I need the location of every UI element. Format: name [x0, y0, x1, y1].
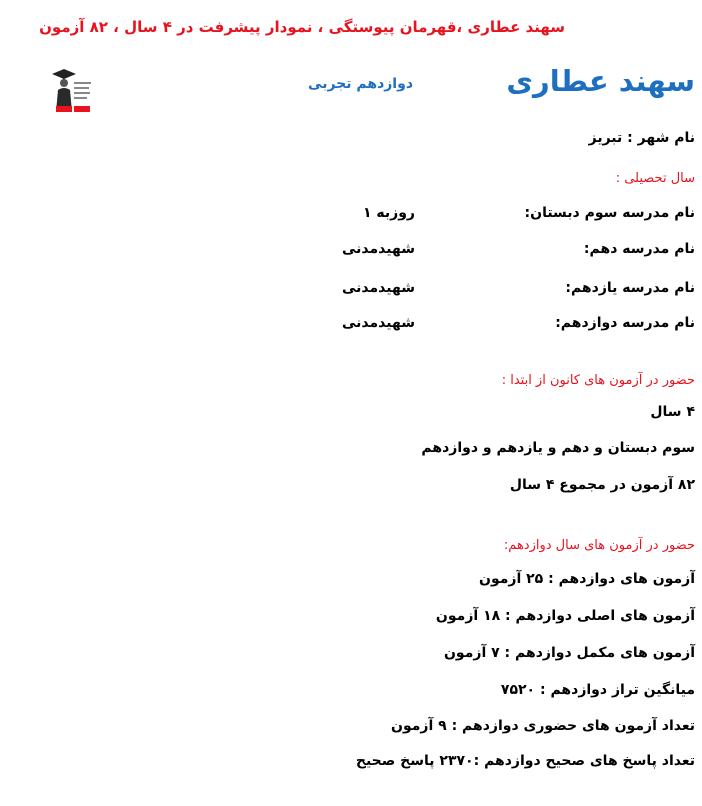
student-name: سهند عطاری	[506, 64, 695, 98]
grade12-stat-line: تعداد پاسخ های صحیح دوازدهم :۲۳۷۰ پاسخ صحیح	[355, 753, 695, 769]
school-value: روزبه ۱	[363, 205, 415, 221]
grade12-stat-line: آزمون های دوازدهم : ۲۵ آزمون	[479, 571, 695, 587]
attendance-grade12-heading: حضور در آزمون های سال دوازدهم:	[503, 538, 695, 553]
school-label: نام مدرسه سوم دبستان:	[524, 205, 695, 221]
grade12-stat-line: تعداد آزمون های حضوری دوازدهم : ۹ آزمون	[391, 718, 695, 734]
grade12-stat-line: آزمون های اصلی دوازدهم : ۱۸ آزمون	[435, 608, 695, 624]
page-title: سهند عطاری ،قهرمان پیوستگی ، نمودار پیشرفت در ۴ سال ، ۸۲ آزمون	[39, 18, 565, 36]
grade12-stat-line: میانگین تراز دوازدهم : ۷۵۲۰	[500, 682, 695, 698]
school-value: شهیدمدنی	[342, 241, 415, 257]
school-value: شهیدمدنی	[342, 280, 415, 296]
kanoon-logo-icon	[50, 68, 94, 114]
school-label: نام مدرسه یازدهم:	[565, 280, 695, 296]
school-label: نام مدرسه دهم:	[583, 241, 695, 257]
attendance-total-line: ۸۲ آزمون در مجموع ۴ سال	[509, 477, 695, 493]
grade12-stat-line: آزمون های مکمل دوازدهم : ۷ آزمون	[443, 645, 695, 661]
attendance-grades-line: سوم دبستان و دهم و یازدهم و دوازدهم	[421, 440, 695, 456]
school-value: شهیدمدنی	[342, 315, 415, 331]
school-label: نام مدرسه دوازدهم:	[555, 315, 695, 331]
attendance-since-start-heading: حضور در آزمون های کانون از ابتدا :	[501, 373, 695, 388]
attendance-years-line: ۴ سال	[650, 404, 695, 420]
city-line: نام شهر : تبریز	[588, 130, 695, 146]
academic-years-heading: سال تحصیلی :	[615, 171, 695, 186]
grade-label: دوازدهم تجربی	[308, 76, 413, 92]
